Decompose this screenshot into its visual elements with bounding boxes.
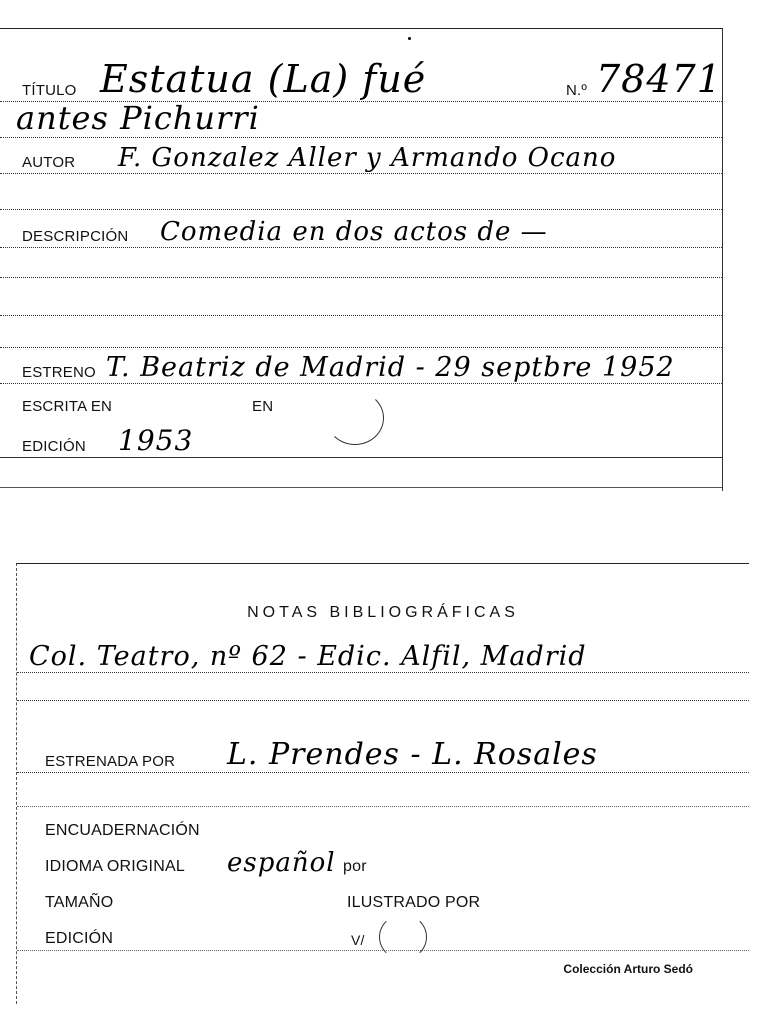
idioma-row	[17, 842, 749, 878]
estreno-label: ESTRENO	[22, 364, 96, 381]
numero-label: N.º	[566, 82, 588, 99]
blank-row-2	[0, 247, 722, 278]
collection-credit: Colección Arturo Sedó	[563, 962, 693, 976]
catalog-card-front	[0, 28, 723, 491]
notas-row	[17, 628, 749, 673]
encuadernacion-label: ENCUADERNACIÓN	[45, 822, 200, 839]
descripcion-value: Comedia en dos actos de —	[160, 217, 548, 247]
numero-value: 78471	[596, 57, 722, 101]
estrenada-label: ESTRENADA POR	[45, 753, 176, 770]
stamp-circle-back	[379, 914, 427, 960]
catalog-card-back	[16, 563, 749, 1004]
titulo-value: Estatua (La) fué	[100, 57, 427, 101]
estrenada-row	[17, 700, 749, 773]
titulo-cont-row	[0, 101, 722, 138]
idioma-value: español	[227, 848, 336, 878]
por-label: por	[343, 858, 367, 875]
blank-row-6	[17, 772, 749, 807]
edicion-value: 1953	[118, 424, 194, 457]
blank-row-5	[17, 672, 749, 701]
estreno-row	[0, 347, 722, 384]
autor-label: AUTOR	[22, 154, 76, 171]
escrita-label: ESCRITA EN	[22, 398, 113, 415]
autor-row	[0, 137, 722, 174]
edicion-back-label: EDICIÓN	[45, 930, 114, 947]
tamano-label: TAMAÑO	[45, 894, 114, 911]
estrenada-value: L. Prendes - L. Rosales	[227, 737, 598, 772]
edicion-row	[0, 419, 722, 458]
titulo-cont-value: antes Pichurri	[16, 99, 260, 137]
titulo-label: TÍTULO	[22, 82, 77, 99]
ink-dot	[408, 37, 411, 40]
encuadernacion-row	[17, 806, 749, 842]
blank-row-4	[0, 315, 722, 348]
ilustrado-label: ILUSTRADO POR	[347, 894, 481, 911]
tamano-row	[17, 878, 749, 914]
notas-value: Col. Teatro, nº 62 - Edic. Alfil, Madrid	[29, 641, 587, 672]
notas-heading: NOTAS BIBLIOGRÁFICAS	[247, 604, 519, 621]
autor-value: F. Gonzalez Aller y Armando Ocano	[118, 143, 617, 173]
v-label: V/	[351, 932, 365, 948]
descripcion-row	[0, 209, 722, 248]
descripcion-label: DESCRIPCIÓN	[22, 228, 129, 245]
en-label: EN	[252, 398, 274, 415]
bottom-edge-row	[0, 457, 722, 488]
blank-row-3	[0, 277, 722, 316]
estreno-value: T. Beatriz de Madrid - 29 septbre 1952	[106, 352, 675, 383]
titulo-row	[0, 57, 722, 102]
blank-row-1	[0, 173, 722, 210]
idioma-label: IDIOMA ORIGINAL	[45, 858, 185, 875]
edicion-label: EDICIÓN	[22, 438, 86, 455]
